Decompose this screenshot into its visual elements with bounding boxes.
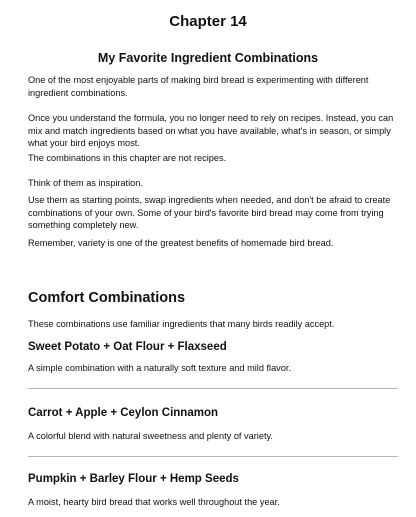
- chapter-label: Chapter 14: [169, 13, 247, 30]
- combination-heading: Sweet Potato + Oat Flour + Flaxseed: [28, 341, 227, 353]
- intro-paragraph-1: One of the most enjoyable parts of making bird bread is experimenting with different ingredient combinations.: [28, 75, 369, 98]
- section-divider: [28, 388, 398, 389]
- intro-paragraph-3: The combinations in this chapter are not recipes.: [28, 153, 227, 163]
- combination-description: A colorful blend with natural sweetness and plenty of variety.: [28, 431, 273, 441]
- intro-paragraph-2: Once you understand the formula, you no longer need to rely on recipes. Instead, you can mix and match ingredients based on what you have available, what's in season, or simply what your bird enjoys most.: [28, 113, 394, 149]
- intro-paragraph-4: Think of them as inspiration.: [28, 178, 143, 188]
- intro-paragraph-6: Remember, variety is one of the greatest benefits of homemade bird bread.: [28, 238, 334, 248]
- intro-paragraph-5: Use them as starting points, swap ingredients when needed, and don't be afraid to create combinations of your own. Some of your bird's favorite bird bread may come from trying something completely new.: [28, 195, 391, 231]
- section-intro: These combinations use familiar ingredients that many birds readily accept.: [28, 319, 335, 329]
- combination-heading: Pumpkin + Barley Flour + Hemp Seeds: [28, 473, 239, 485]
- chapter-title: My Favorite Ingredient Combinations: [97, 51, 319, 65]
- section-heading: Comfort Combinations: [28, 290, 186, 306]
- section-divider: [28, 456, 398, 457]
- combination-description: A moist, hearty bird bread that works well throughout the year.: [28, 497, 280, 507]
- combination-description: A simple combination with a naturally soft texture and mild flavor.: [28, 363, 291, 373]
- combination-heading: Carrot + Apple + Ceylon Cinnamon: [28, 407, 218, 419]
